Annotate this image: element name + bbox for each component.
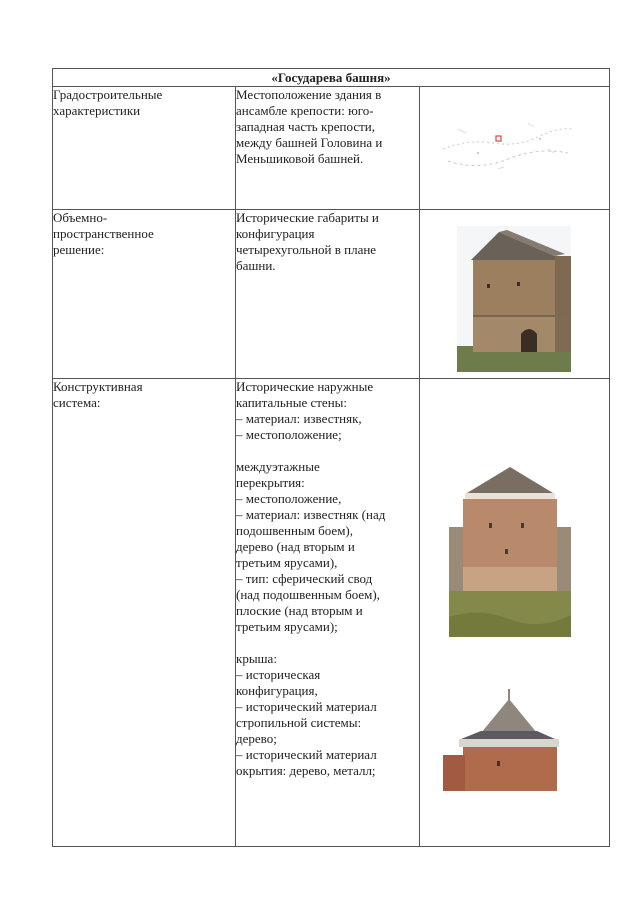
table-row-urban-planning	[53, 87, 610, 210]
row-label-text: Градостроительные характеристики	[53, 87, 163, 118]
row-description-text: Местоположение здания в ансамбле крепости: юго- западная часть крепости, между башней Головина и Меньшиковой башней.	[236, 87, 383, 166]
row-label-text: Объемно- пространственное решение:	[53, 210, 154, 257]
row-image-cell	[420, 210, 610, 379]
table-row-structural-system	[53, 379, 610, 847]
tower-characteristics-table	[52, 68, 610, 847]
tower-photo-front-view	[449, 467, 571, 637]
row-description	[236, 379, 420, 847]
row-label	[53, 87, 236, 210]
table-row-spatial-solution	[53, 210, 610, 379]
row-label	[53, 210, 236, 379]
row-image-cell	[420, 379, 610, 847]
row-description	[236, 210, 420, 379]
row-image-cell	[420, 87, 610, 210]
row-description-text: Исторические наружные капитальные стены: – материал: известняк, – местоположение; междуэтажные перекрытия: – местоположение, – материал: известняк (над подошвенным боем), дерево (над вторым и третьим ярусами), – тип: сферический свод (над подошвенным боем), плоские (над вторым и третьим ярусами); крыша: – историческая конфигурация, – исторический материал стропильной системы: дерево; – исторический материал окрытия: дерево, металл;	[236, 379, 386, 778]
row-description	[236, 87, 420, 210]
tower-photo-side-view	[457, 226, 571, 372]
row-label	[53, 379, 236, 847]
site-plan-map-image	[438, 109, 578, 179]
row-description-text: Исторические габариты и конфигурация четырехугольной в плане башни.	[236, 210, 379, 273]
table-title: «Государева башня»	[53, 69, 610, 87]
row-label-text: Конструктивная система:	[53, 379, 143, 410]
tower-roof-photo	[441, 689, 569, 791]
